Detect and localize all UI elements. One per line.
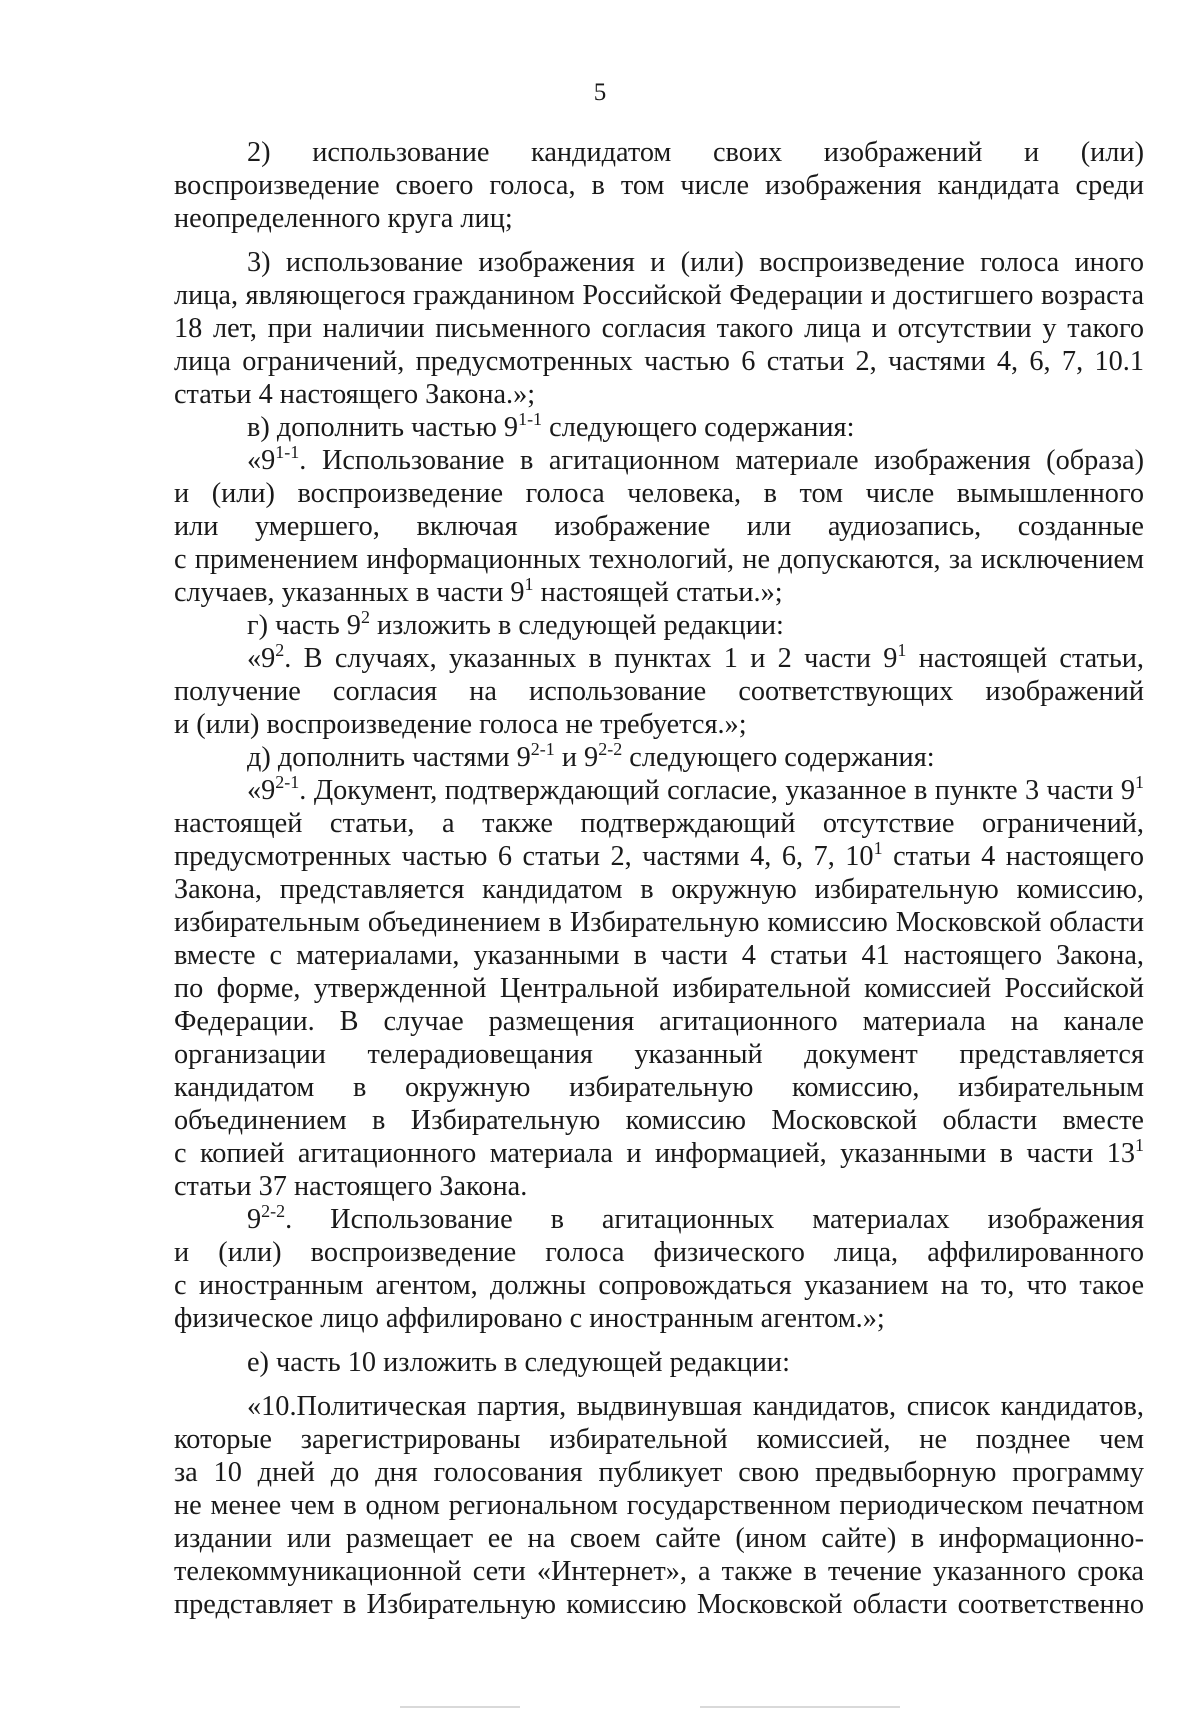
text-segment: кандидатом в окружную избирательную комиссию, избирательным <box>174 1072 1144 1103</box>
text-line <box>174 1456 1144 1489</box>
text-segment: изложить в следующей редакции: <box>369 610 784 641</box>
text-segment: Федерации. В случае размещения агитационного материала на канале <box>174 1006 1144 1037</box>
text-line <box>174 444 1144 477</box>
text-segment: статьи 4 настоящего <box>882 841 1144 872</box>
text-segment: воспроизведение своего голоса, в том числе изображения кандидата среди <box>174 170 1144 201</box>
superscript: 1 <box>1135 772 1144 792</box>
text-line <box>174 1137 1144 1170</box>
text-line <box>174 1489 1144 1522</box>
text-line <box>174 202 1144 235</box>
text-segment: и (или) воспроизведение голоса не требуется.»; <box>174 709 747 740</box>
superscript: 2-1 <box>275 772 300 792</box>
text-segment: 3) использование изображения и (или) воспроизведение голоса иного <box>247 247 1144 278</box>
scan-artifact <box>400 1706 520 1708</box>
text-segment: следующего содержания: <box>542 412 855 443</box>
text-segment: статьи 4 настоящего Закона.»; <box>174 379 536 410</box>
text-segment: г) часть 9 <box>247 610 361 641</box>
text-line <box>174 543 1144 576</box>
text-segment: и 9 <box>554 742 599 773</box>
text-segment: случаев, указанных в части 9 <box>174 577 525 608</box>
text-segment: которые зарегистрированы избирательной комиссией, не позднее чем <box>174 1424 1144 1455</box>
text-segment: физическое лицо аффилировано с иностранным агентом.»; <box>174 1303 885 1334</box>
superscript: 2 <box>275 640 285 660</box>
text-segment: 9 <box>247 1204 262 1235</box>
text-segment: настоящей статьи.»; <box>533 577 783 608</box>
text-line <box>174 510 1144 543</box>
text-line <box>174 1269 1144 1302</box>
superscript: 1-1 <box>275 442 300 462</box>
text-line <box>174 1005 1144 1038</box>
text-line <box>174 1346 1144 1379</box>
text-line <box>174 1038 1144 1071</box>
text-segment: с иностранным агентом, должны сопровождаться указанием на то, что такое <box>174 1270 1144 1301</box>
text-segment: избирательным объединением в Избирательную комиссию Московской области <box>174 907 1144 938</box>
text-line <box>174 312 1144 345</box>
text-line <box>174 1236 1144 1269</box>
text-line <box>174 1071 1144 1104</box>
text-line <box>174 972 1144 1005</box>
text-line <box>174 345 1144 378</box>
text-line <box>174 411 1144 444</box>
text-line <box>174 774 1144 807</box>
text-segment: издании или размещает ее на своем сайте (ином сайте) в информационно- <box>174 1523 1144 1554</box>
text-line <box>174 939 1144 972</box>
text-line <box>174 1522 1144 1555</box>
text-segment: или умершего, включая изображение или аудиозапись, созданные <box>174 511 1144 542</box>
page-number: 5 <box>593 79 607 106</box>
text-line <box>174 1203 1144 1236</box>
text-segment: предусмотренных частью 6 статьи 2, частями 4, 6, 7, 10 <box>174 841 874 872</box>
text-line <box>174 1170 1144 1203</box>
text-segment: в) дополнить частью 9 <box>247 412 519 443</box>
superscript: 1 <box>897 640 907 660</box>
text-segment: и (или) воспроизведение голоса человека, в том числе вымышленного <box>174 478 1144 509</box>
scan-artifact <box>700 1706 900 1708</box>
text-segment: «9 <box>247 775 276 806</box>
text-segment: «9 <box>247 643 276 674</box>
text-segment: телекоммуникационной сети «Интернет», а также в течение указанного срока <box>174 1556 1144 1587</box>
superscript: 2-2 <box>261 1201 286 1221</box>
document-body <box>174 136 1144 1621</box>
text-segment: лица, являющегося гражданином Российской Федерации и достигшего возраста <box>174 280 1144 311</box>
text-segment: 2) использование кандидатом своих изображений и (или) <box>247 137 1144 168</box>
text-segment: «10.Политическая партия, выдвинувшая кандидатов, список кандидатов, <box>247 1391 1144 1422</box>
superscript: 1 <box>873 838 883 858</box>
text-line <box>174 576 1144 609</box>
text-segment: за 10 дней до дня голосования публикует свою предвыборную программу <box>174 1457 1144 1488</box>
text-segment: представляет в Избирательную комиссию Московской области соответственно <box>174 1589 1144 1620</box>
text-line <box>174 1555 1144 1588</box>
text-line <box>174 378 1144 411</box>
superscript: 2-1 <box>530 739 555 759</box>
text-segment: . Документ, подтверждающий согласие, указанное в пункте 3 части 9 <box>299 775 1135 806</box>
text-segment: настоящей статьи, а также подтверждающий отсутствие ограничений, <box>174 808 1144 839</box>
text-line <box>174 741 1144 774</box>
text-segment: объединением в Избирательную комиссию Московской области вместе <box>174 1105 1144 1136</box>
text-line <box>174 1302 1144 1335</box>
superscript: 1 <box>1135 1135 1144 1155</box>
text-line <box>174 708 1144 741</box>
text-segment: с применением информационных технологий, не допускаются, за исключением <box>174 544 1144 575</box>
superscript: 2-2 <box>598 739 623 759</box>
text-segment: неопределенного круга лиц; <box>174 203 513 234</box>
text-segment: 18 лет, при наличии письменного согласия такого лица и отсутствии у такого <box>174 313 1144 344</box>
text-segment: получение согласия на использование соответствующих изображений <box>174 676 1144 707</box>
text-segment: по форме, утвержденной Центральной избирательной комиссией Российской <box>174 973 1144 1004</box>
text-line <box>174 906 1144 939</box>
superscript: 1-1 <box>518 409 543 429</box>
superscript: 1 <box>524 574 534 594</box>
text-segment: вместе с материалами, указанными в части 4 статьи 41 настоящего Закона, <box>174 940 1144 971</box>
text-line <box>174 136 1144 169</box>
text-line <box>174 1104 1144 1137</box>
text-line <box>174 873 1144 906</box>
text-line <box>174 279 1144 312</box>
text-line <box>174 1390 1144 1423</box>
text-segment: е) часть 10 изложить в следующей редакции: <box>247 1347 790 1378</box>
text-segment: . Использование в агитационном материале изображения (образа) <box>299 445 1144 476</box>
text-line <box>174 642 1144 675</box>
text-line <box>174 675 1144 708</box>
text-line <box>174 246 1144 279</box>
text-segment: . В случаях, указанных в пунктах 1 и 2 части 9 <box>284 643 898 674</box>
text-segment: «9 <box>247 445 276 476</box>
text-line <box>174 840 1144 873</box>
text-segment: статьи 37 настоящего Закона. <box>174 1171 528 1202</box>
text-line <box>174 169 1144 202</box>
text-segment: следующего содержания: <box>622 742 935 773</box>
text-segment: не менее чем в одном региональном государственном периодическом печатном <box>174 1490 1144 1521</box>
text-segment: лица ограничений, предусмотренных частью 6 статьи 2, частями 4, 6, 7, 10.1 <box>174 346 1144 377</box>
text-segment: . Использование в агитационных материалах изображения <box>285 1204 1144 1235</box>
text-line <box>174 807 1144 840</box>
text-segment: Закона, представляется кандидатом в окружную избирательную комиссию, <box>174 874 1144 905</box>
text-line <box>174 1588 1144 1621</box>
text-segment: настоящей статьи, <box>906 643 1144 674</box>
text-line <box>174 1423 1144 1456</box>
text-segment: с копией агитационного материала и информацией, указанными в части 13 <box>174 1138 1135 1169</box>
text-segment: и (или) воспроизведение голоса физического лица, аффилированного <box>174 1237 1144 1268</box>
text-line <box>174 477 1144 510</box>
superscript: 2 <box>360 607 370 627</box>
text-line <box>174 609 1144 642</box>
text-segment: организации телерадиовещания указанный документ представляется <box>174 1039 1144 1070</box>
text-segment: д) дополнить частями 9 <box>247 742 531 773</box>
